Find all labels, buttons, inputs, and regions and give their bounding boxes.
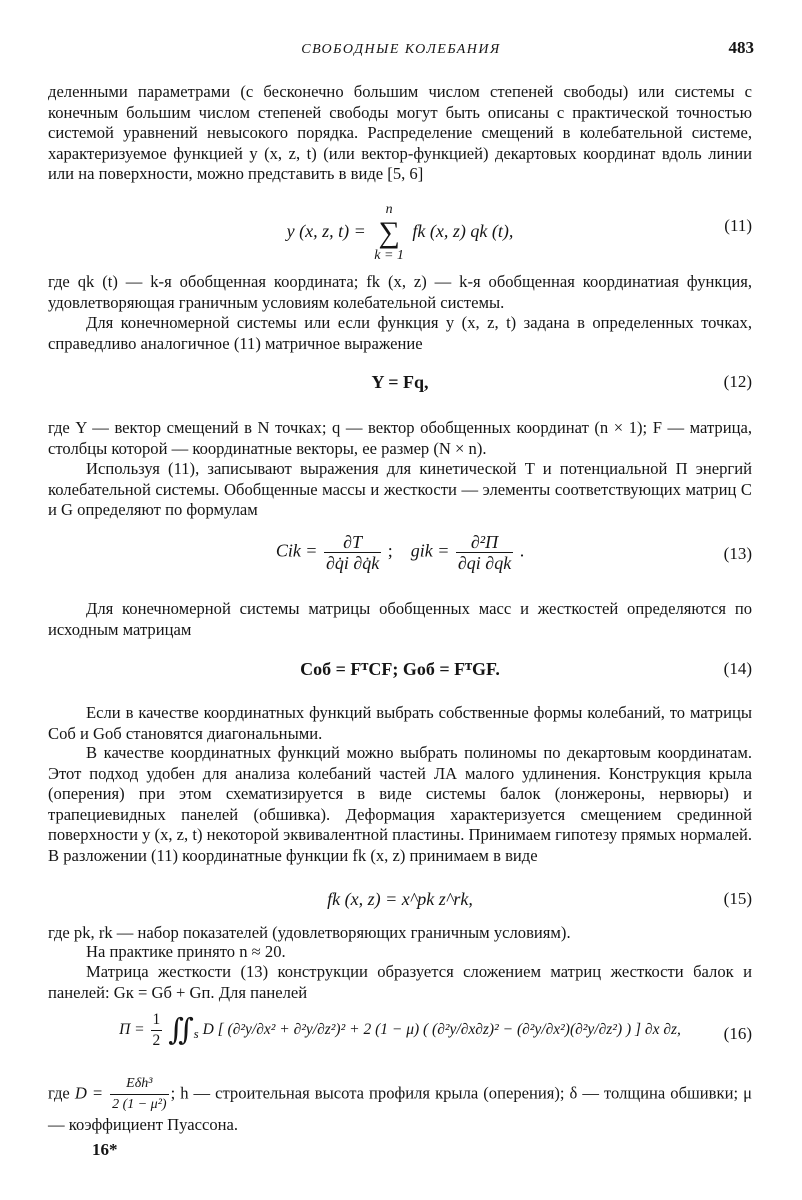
paragraph-energies: Используя (11), записывают выражения для кинетической T и потенциальной П энергий колебательной системы. Обобщенные массы и жесткости — элементы соответствующих матриц C и G определяют по формулам — [48, 459, 752, 519]
paragraph-exponents: где pk, rk — набор показателей (удовлетворяющих граничным условиям). — [48, 923, 571, 942]
summation-sign — [374, 202, 404, 264]
eq12-body: Y = Fq, — [371, 372, 429, 392]
d-numerator: Eδh³ — [126, 1076, 153, 1091]
integral-domain: s — [193, 1026, 199, 1042]
d-fraction — [110, 1074, 169, 1115]
equation-14 — [48, 657, 752, 697]
eq16-lhs: П = — [119, 1021, 145, 1039]
paragraph-d-definition — [48, 1074, 752, 1136]
d-def-prefix: где — [48, 1083, 70, 1103]
signature-mark: 16* — [92, 1140, 118, 1159]
eq16-number: (16) — [723, 1024, 752, 1043]
eq13-number: (13) — [723, 544, 752, 563]
eq13-c-lhs: Cik = — [275, 540, 318, 561]
sum-upper-limit: n — [385, 202, 393, 217]
eq13-c-denominator: ∂q̇i ∂q̇k — [325, 553, 380, 573]
paragraph-finite-dim: Для конечномерной системы или если функция y (x, z, t) задана в определенных точках, справедливо аналогичное (11) матричное выражение — [48, 313, 752, 353]
paragraph-vector-def: где Y — вектор смещений в N точках; q — вектор обобщенных координат (n × 1); F — матрица, столбцы которой — координатные векторы, ее размер (N × n). — [48, 418, 752, 458]
eq16-half-denominator: 2 — [152, 1032, 161, 1049]
paragraph-practice: На практике принято n ≈ 20. — [86, 942, 286, 961]
equation-15 — [48, 887, 752, 927]
paragraph-eigenforms: Если в качестве координатных функций выбрать собственные формы колебаний, то матрицы Cоб и Gоб становятся диагональными. — [48, 703, 752, 743]
eq13-tail: . — [519, 540, 525, 561]
eq13-c-fraction — [324, 532, 381, 573]
eq13-g-numerator: ∂²П — [470, 532, 499, 552]
page-header — [48, 38, 754, 62]
eq13-g-fraction — [456, 532, 513, 573]
running-title: СВОБОДНЫЕ КОЛЕБАНИЯ — [301, 42, 501, 57]
eq16-half — [151, 1010, 163, 1051]
eq16-integrand: D [ (∂²y/∂x² + ∂²y/∂z²)² + 2 (1 − μ) ( (∂²y/∂x∂z)² − (∂²y/∂x²)(∂²y/∂z²) ) ] ∂x ∂z, — [202, 1021, 681, 1039]
d-symbol: D = — [74, 1083, 104, 1103]
equation-12 — [48, 370, 752, 410]
eq11-lhs: y (x, z, t) = — [286, 221, 366, 242]
eq12-number: (12) — [723, 372, 752, 391]
eq13-g-lhs: gik = — [410, 540, 450, 561]
paragraph-polynomials: В качестве координатных функций можно выбрать полиномы по декартовым координатам. Этот подход удобен для анализа колебаний частей ЛА малого удлинения. Конструкция крыла (оперения) при этом схематизируется в виде системы балок (лонжероны, нервюры) и трапециевидных панелей (обшивка). Деформация характеризуется смещением срединной поверхности y (x, z, t) некоторой эквивалентной пластины. Принимаем гипотезу прямых нормалей. В разложении (11) координатные функции fk (x, z) принимаем в виде — [48, 743, 752, 865]
equation-11 — [48, 198, 752, 263]
eq15-body: fk (x, z) = x^pk z^rk, — [327, 889, 473, 909]
paragraph-stiffness: Матрица жесткости (13) конструкции образуется сложением матриц жесткости балок и панелей: Gк = Gб + Gп. Для панелей — [48, 962, 752, 1002]
eq13-separator: ; — [387, 540, 393, 561]
eq11-rhs: fk (x, z) qk (t), — [412, 221, 514, 242]
eq14-number: (14) — [723, 659, 752, 678]
eq14-body: Cоб = FᵀCF; Gоб = FᵀGF. — [300, 659, 500, 679]
double-integral-sign: ∬ — [168, 1013, 194, 1047]
eq16-half-numerator: 1 — [152, 1011, 161, 1028]
equation-16 — [48, 1010, 752, 1062]
paragraph-qk-definition: где qk (t) — k-я обобщенная координата; fk (x, z) — k-я обобщенная координатиая функция, удовлетворяющая граничным условиям колебательной системы. — [48, 272, 752, 312]
eq13-c-numerator: ∂T — [343, 532, 363, 552]
equation-13 — [48, 532, 752, 580]
sigma-symbol: ∑ — [378, 216, 400, 249]
paragraph-finite-matrices: Для конечномерной системы матрицы обобщенных масс и жесткостей определяются по исходным матрицам — [48, 599, 752, 639]
paragraph-intro: деленными параметрами (с бесконечно большим числом степеней свободы) или системы с конечным большим числом степеней свободы могут быть описаны с практической точностью системой уравнений невысокого порядка. Распределение смещений в колебательной системе, характеризуемое функцией y (x, z, t) (или вектор-функцией) декартовых координат вдоль линии или на поверхности, можно представить в виде [5, 6] — [48, 82, 752, 183]
eq11-number: (11) — [724, 216, 752, 235]
page-number: 483 — [728, 38, 754, 57]
d-def-rest: ; h — строительная высота профиля крыла (оперения); δ — толщина обшивки; μ — коэффициент Пуассона. — [48, 1083, 752, 1134]
eq15-number: (15) — [723, 889, 752, 908]
eq13-g-denominator: ∂qi ∂qk — [457, 553, 512, 573]
sum-lower-limit: k = 1 — [374, 248, 404, 263]
d-denominator: 2 (1 − μ²) — [110, 1094, 169, 1115]
